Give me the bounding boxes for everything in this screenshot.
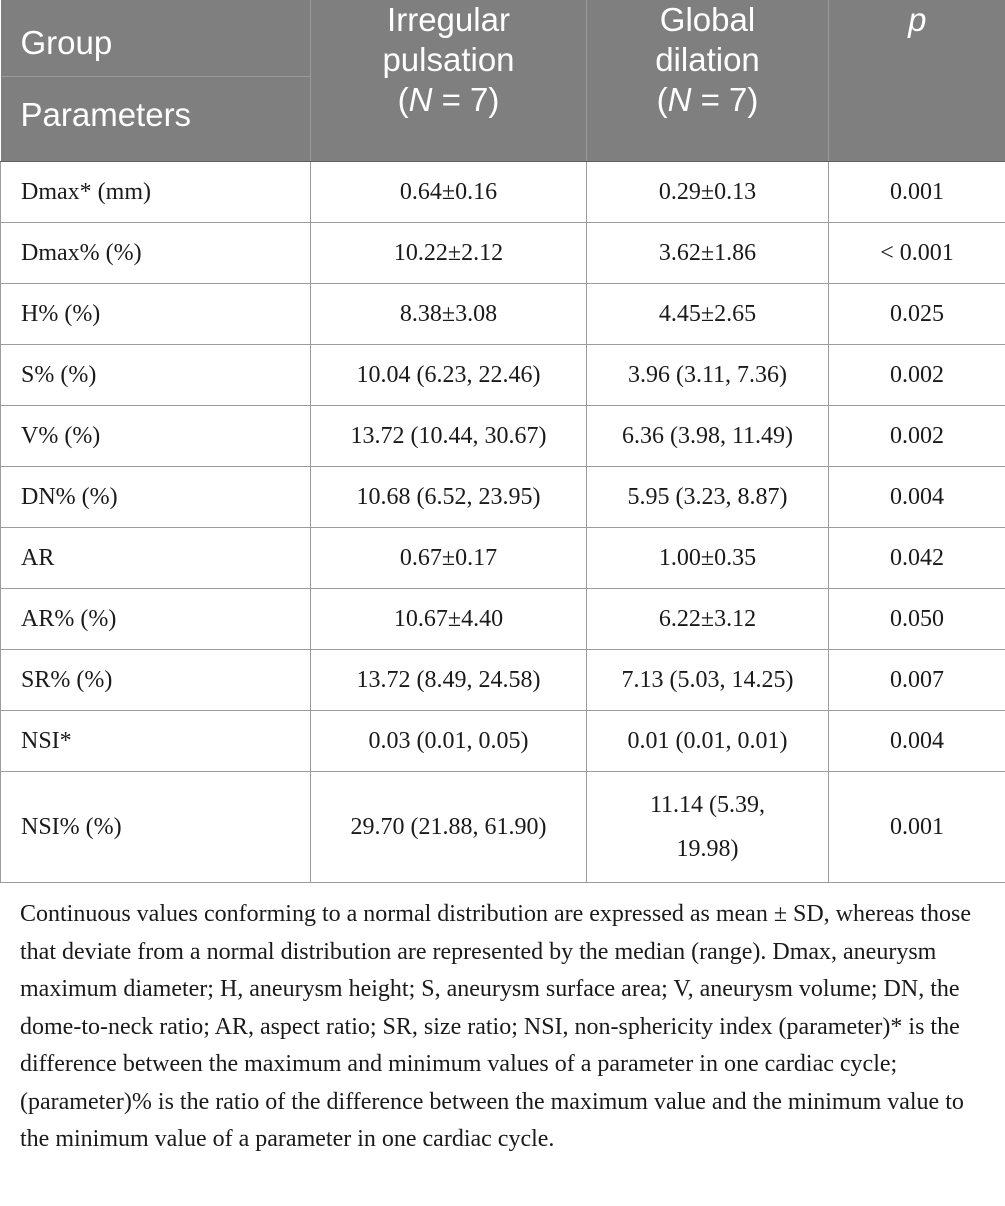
- cell-irregular-pulsation: 0.03 (0.01, 0.05): [311, 711, 587, 772]
- cell-parameter: Dmax% (%): [1, 223, 311, 284]
- cell-parameter: S% (%): [1, 345, 311, 406]
- cell-parameter: AR: [1, 528, 311, 589]
- header-irregular-pulsation: [311, 0, 587, 162]
- cell-parameter: AR% (%): [1, 589, 311, 650]
- cell-p-value: 0.042: [829, 528, 1005, 589]
- cell-global-dilation: 4.45±2.65: [587, 284, 829, 345]
- header-irregular-n: (N = 7): [397, 81, 500, 118]
- cell-irregular-pulsation: 0.64±0.16: [311, 162, 587, 223]
- cell-irregular-pulsation: 29.70 (21.88, 61.90): [311, 772, 587, 883]
- table-row: [1, 162, 1005, 223]
- cell-irregular-pulsation: 13.72 (10.44, 30.67): [311, 406, 587, 467]
- table-row: [1, 223, 1005, 284]
- header-global-dilation: [587, 0, 829, 162]
- table-row: [1, 284, 1005, 345]
- header-p-label: p: [908, 1, 927, 38]
- cell-p-value: 0.004: [829, 467, 1005, 528]
- cell-global-dilation: 0.29±0.13: [587, 162, 829, 223]
- cell-irregular-pulsation: 8.38±3.08: [311, 284, 587, 345]
- table-footnote: Continuous values conforming to a normal distribution are expressed as mean ± SD, whereas those that deviate from a normal distribution are represented by the median (range). Dmax, aneurysm maximum diameter; H, aneurysm height; S, aneurysm surface area; V, aneurysm volume; DN, the dome-to-neck ratio; AR, aspect ratio; SR, size ratio; NSI, non-sphericity index (parameter)* is the difference between the maximum and minimum values of a parameter in one cardiac cycle; (parameter)% is the ratio of the difference between the maximum value and the minimum value to the minimum value of a parameter in one cardiac cycle.: [20, 901, 971, 1152]
- cell-global-dilation: 7.13 (5.03, 14.25): [587, 650, 829, 711]
- cell-p-value: 0.007: [829, 650, 1005, 711]
- cell-global-dilation: 0.01 (0.01, 0.01): [587, 711, 829, 772]
- header-irregular-line2: pulsation: [382, 41, 515, 78]
- cell-global-dilation: 3.62±1.86: [587, 223, 829, 284]
- header-group-label: Group: [1, 0, 311, 77]
- cell-global-dilation: 11.14 (5.39, 19.98): [587, 772, 829, 883]
- table-row: [1, 589, 1005, 650]
- table-row: [1, 406, 1005, 467]
- cell-p-value: 0.002: [829, 406, 1005, 467]
- cell-irregular-pulsation: 13.72 (8.49, 24.58): [311, 650, 587, 711]
- table-row: [1, 345, 1005, 406]
- cell-p-value: < 0.001: [829, 223, 1005, 284]
- cell-global-dilation: 5.95 (3.23, 8.87): [587, 467, 829, 528]
- header-group-parameters-cell: [1, 0, 311, 162]
- table-row: [1, 528, 1005, 589]
- cell-irregular-pulsation: 10.22±2.12: [311, 223, 587, 284]
- header-parameters-label: Parameters: [20, 96, 192, 133]
- cell-irregular-pulsation: 10.04 (6.23, 22.46): [311, 345, 587, 406]
- table-body: [1, 162, 1005, 883]
- cell-parameter: DN% (%): [1, 467, 311, 528]
- header-irregular-line1: Irregular: [387, 1, 510, 38]
- cell-irregular-pulsation: 0.67±0.17: [311, 528, 587, 589]
- cell-global-dilation: 1.00±0.35: [587, 528, 829, 589]
- cell-global-dilation: 6.22±3.12: [587, 589, 829, 650]
- header-global-n: (N = 7): [656, 81, 759, 118]
- table-row: [1, 650, 1005, 711]
- cell-global-dilation: 3.96 (3.11, 7.36): [587, 345, 829, 406]
- cell-p-value: 0.050: [829, 589, 1005, 650]
- cell-parameter: H% (%): [1, 284, 311, 345]
- table-row: [1, 467, 1005, 528]
- cell-p-value: 0.004: [829, 711, 1005, 772]
- table-row: [1, 772, 1005, 883]
- cell-p-value: 0.001: [829, 162, 1005, 223]
- cell-p-value: 0.002: [829, 345, 1005, 406]
- cell-parameter: NSI*: [1, 711, 311, 772]
- cell-parameter: NSI% (%): [1, 772, 311, 883]
- cell-parameter: SR% (%): [1, 650, 311, 711]
- header-p-value: [829, 0, 1005, 162]
- cell-irregular-pulsation: 10.67±4.40: [311, 589, 587, 650]
- cell-irregular-pulsation: 10.68 (6.52, 23.95): [311, 467, 587, 528]
- cell-parameter: Dmax* (mm): [1, 162, 311, 223]
- table-row: [1, 711, 1005, 772]
- header-global-line1: Global: [659, 1, 756, 38]
- cell-parameter: V% (%): [1, 406, 311, 467]
- cell-p-value: 0.001: [829, 772, 1005, 883]
- table-header: [1, 0, 1005, 162]
- cell-global-dilation: 6.36 (3.98, 11.49): [587, 406, 829, 467]
- cell-p-value: 0.025: [829, 284, 1005, 345]
- header-global-line2: dilation: [655, 41, 760, 78]
